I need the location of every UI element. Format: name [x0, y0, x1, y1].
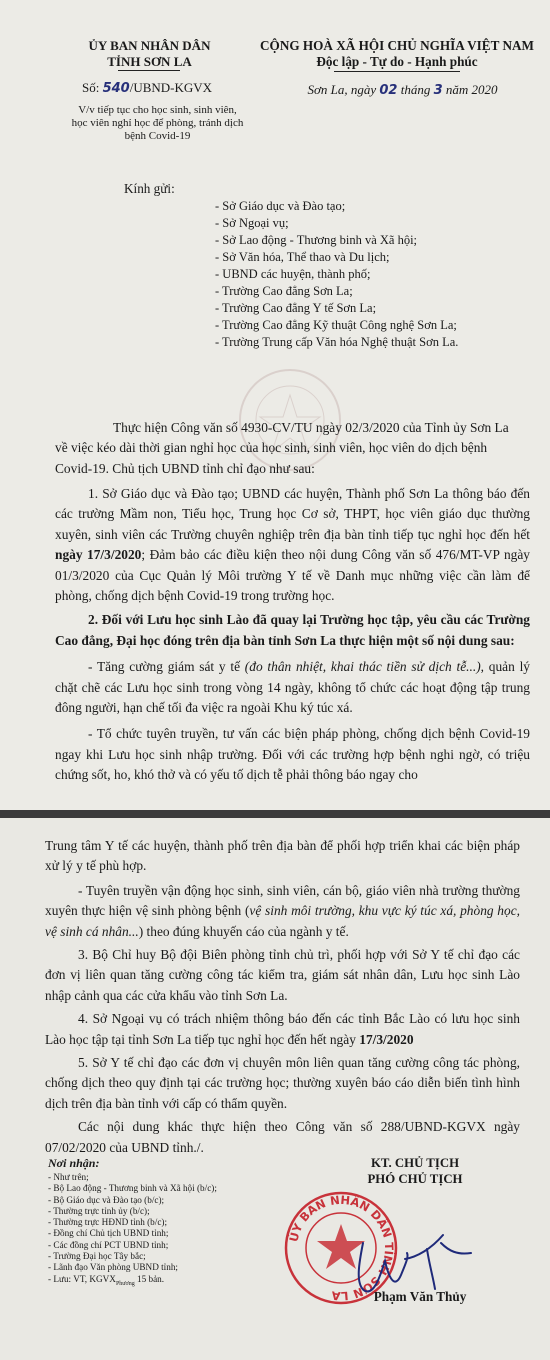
item-1-text: 1. Sở Giáo dục và Đào tạo; UBND các huyện, Thành phố Sơn La thông báo đến các trường Mầm non, Tiểu học, Trung học Cơ sở, THPT, học viên giáo dục thường xuyên, sinh viên các Trường chuyên nghiệp trên địa bàn tỉnh tiếp tục nghỉ học đến hết [55, 486, 530, 542]
date-suffix: năm 2020 [445, 82, 498, 97]
luu-text: - Lưu: VT, KGVX [48, 1273, 116, 1284]
item-4-text: 4. Sở Ngoại vụ có trách nhiệm thông báo đến các tỉnh Bắc Lào có lưu học sinh Lào học tập tại tỉnh Sơn La tiếp tục nghỉ học đến hết ngày [45, 1011, 520, 1047]
item-1 [55, 484, 530, 606]
recipient-item: - Sở Văn hóa, Thể thao và Du lịch; [215, 250, 390, 264]
date-prefix: Sơn La, ngày [307, 82, 377, 97]
luu-copies: 15 bản. [137, 1273, 165, 1284]
sign-line-2: PHÓ CHỦ TỊCH [367, 1172, 463, 1186]
noi-nhan-item: - Như trên; [48, 1172, 89, 1182]
item-2c [45, 881, 520, 942]
noi-nhan-item: - Bộ Lao động - Thương binh và Xã hội (b/c); [48, 1183, 217, 1194]
greeting: Kính gửi: [124, 181, 175, 196]
item-3: 3. Bộ Chỉ huy Bộ đội Biên phòng tỉnh chủ trì, phối hợp với Sở Y tế chỉ đạo các đơn vị liên quan tăng cường công tác kiểm tra, giám sát nhân dân, Lưu học sinh Lào nhập cảnh qua các cửa khẩu vào tỉnh Sơn La. [45, 947, 520, 1003]
date-day: 02 [379, 83, 398, 98]
noi-nhan-list [48, 1172, 278, 1290]
noi-nhan-item: - Thường trực HĐND tỉnh (b/c); [48, 1217, 168, 1228]
noi-nhan-item: - Các đồng chí PCT UBND tỉnh; [48, 1239, 169, 1250]
item-2c-text-cont: ) theo đúng khuyến cáo của ngành y tế. [138, 923, 349, 939]
subject-block [55, 104, 260, 143]
item-2a-italic: (đo thân nhiệt, khai thác tiền sử dịch tễ...) [244, 659, 481, 675]
intro-line: Thực hiện Công văn số 4930-CV/TU ngày 02/3/2020 của Tỉnh ủy Sơn La [113, 420, 509, 435]
noi-nhan-item: - Trường Đại học Tây bắc; [48, 1251, 146, 1262]
agency-line-1: ỦY BAN NHÂN DÂN [88, 38, 211, 53]
nation-title: CỘNG HOÀ XÃ HỘI CHỦ NGHĨA VIỆT NAM [260, 38, 534, 53]
noi-nhan-item: - Đồng chí Chủ tịch UBND tỉnh; [48, 1228, 169, 1239]
item-5: 5. Sở Y tế chỉ đạo các đơn vị chuyên môn liên quan tăng cường công tác phòng, chống dịch theo quy định tại các trường học; thường xuyên báo cáo diễn biến tình hình dịch trên địa bàn tỉnh với cấp có thẩm quyền. [45, 1055, 520, 1111]
recipient-item: - Sở Ngoại vụ; [215, 216, 289, 230]
body-items-page1 [55, 484, 530, 786]
item-4-deadline: 17/3/2020 [359, 1031, 414, 1047]
item-2b: - Tổ chức tuyên truyền, tư vấn các biện pháp phòng, chống dịch bệnh Covid-19 ngay khi Lưu học sinh nhập trường. Đối với các trường hợp bệnh nghi ngờ, có triệu chứng sốt, ho, khó thở và có yếu tố dịch tễ phải thông báo ngay cho [55, 726, 530, 783]
body-items-page2 [45, 836, 520, 1158]
item-2c-italic: vệ sinh môi trường, khu vực ký túc xá, phòng học, vệ sinh cá nhân... [45, 903, 520, 939]
recipient-item: - Sở Lao động - Thương binh và Xã hội; [215, 233, 418, 247]
item-2a-text-cont: , quản lý chặt chẽ các Lưu học sinh trong vòng 14 ngày, không tổ chức các hoạt động tập trung đông người, hạn chế tối đa việc ra ngoài Khu ký túc xá. [55, 659, 530, 716]
item-2 [55, 610, 530, 651]
date-month: 3 [433, 83, 443, 98]
sign-line-1: KT. CHỦ TỊCH [370, 1156, 460, 1170]
luu-drafter: Phương [115, 1280, 135, 1287]
number-suffix: /UBND-KGVX [129, 80, 213, 95]
sign-title [325, 1155, 505, 1187]
item-2b-continuation: Trung tâm Y tế các huyện, thành phố trên địa bàn để phối hợp triển khai các biện pháp xử lý y tế phù hợp. [45, 838, 520, 874]
subject-line: bệnh Covid-19 [124, 130, 191, 142]
recipient-list [215, 198, 535, 351]
noi-nhan-item: - Lãnh đạo Văn phòng UBND tỉnh; [48, 1262, 178, 1273]
recipient-item: - Trường Cao đẳng Kỹ thuật Công nghệ Sơn La; [215, 318, 457, 332]
item-1-text-cont: ; Đảm bảo các điều kiện theo nội dung Công văn số 476/MT-VP ngày 01/3/2020 của Cục Quản lý Môi trường Y tế về Danh mục những việc cần làm để phòng, chống dịch bệnh Covid-19 trong trường học. [55, 547, 530, 604]
item-4 [45, 1009, 520, 1050]
document-page-2 [0, 818, 550, 1360]
number-prefix: Số: [82, 80, 100, 95]
recipient-item: - UBND các huyện, thành phố; [215, 267, 371, 281]
subject-line: học viên nghỉ học để phòng, tránh dịch [71, 117, 244, 129]
svg-text:ỦY BAN NHÂN DÂN TỈNH SƠN LA: ỦY BAN NHÂN DÂN TỈNH SƠN LA [286, 1192, 397, 1304]
subject-line: V/v tiếp tục cho học sinh, sinh viên, [78, 104, 237, 116]
document-number [82, 80, 262, 97]
noi-nhan-item [48, 1274, 278, 1290]
item-2-text: 2. Đối với Lưu học sinh Lào đã quay lại Trường học tập, yêu cầu các Trường Cao đẳng, Đại học đóng trên địa bàn tỉnh Sơn La thực hiện một số nội dung sau: [55, 612, 530, 648]
body-intro [55, 418, 530, 479]
noi-nhan-title: Nơi nhận: [48, 1156, 100, 1170]
intro-line: Covid-19. Chủ tịch UBND tỉnh chỉ đạo như sau: [55, 460, 315, 476]
signer-name: Phạm Văn Thủy [373, 1289, 467, 1304]
recipient-item: - Trường Trung cấp Văn hóa Nghệ thuật Sơn La. [215, 335, 459, 349]
noi-nhan-item: - Bộ Giáo dục và Đào tạo (b/c); [48, 1194, 165, 1205]
date-middle: tháng [400, 82, 431, 97]
closing: Các nội dung khác thực hiện theo Công văn số 288/UBND-KGVX ngày 07/02/2020 của UBND tỉnh./. [45, 1119, 520, 1155]
noi-nhan-item: - Thường trực tỉnh ủy (b/c); [48, 1205, 150, 1216]
recipient-item: - Sở Giáo dục và Đào tạo; [215, 199, 346, 213]
intro-line: về việc kéo dài thời gian nghỉ học của học sinh, sinh viên, học viên do dịch bệnh [55, 440, 488, 456]
recipient-item: - Trường Cao đẳng Y tế Sơn La; [215, 301, 377, 315]
item-2c-text: - Tuyên truyền vận động học sinh, sinh viên, cán bộ, giáo viên nhà trường thường xuyên thực hiện vệ sinh phòng bệnh ( [45, 882, 520, 919]
motto-underline [334, 71, 460, 72]
document-date [270, 82, 535, 99]
number-handwritten: 540 [102, 81, 130, 96]
agency-name [62, 38, 237, 70]
motto: Độc lập - Tự do - Hạnh phúc [316, 54, 478, 69]
item-2a [55, 657, 530, 718]
recipient-item: - Trường Cao đẳng Sơn La; [215, 284, 353, 298]
agency-line-2: TỈNH SƠN LA [107, 54, 192, 69]
item-2a-text: - Tăng cường giám sát y tế [88, 659, 245, 675]
item-1-deadline: ngày 17/3/2020 [55, 547, 142, 563]
agency-underline [118, 70, 180, 71]
